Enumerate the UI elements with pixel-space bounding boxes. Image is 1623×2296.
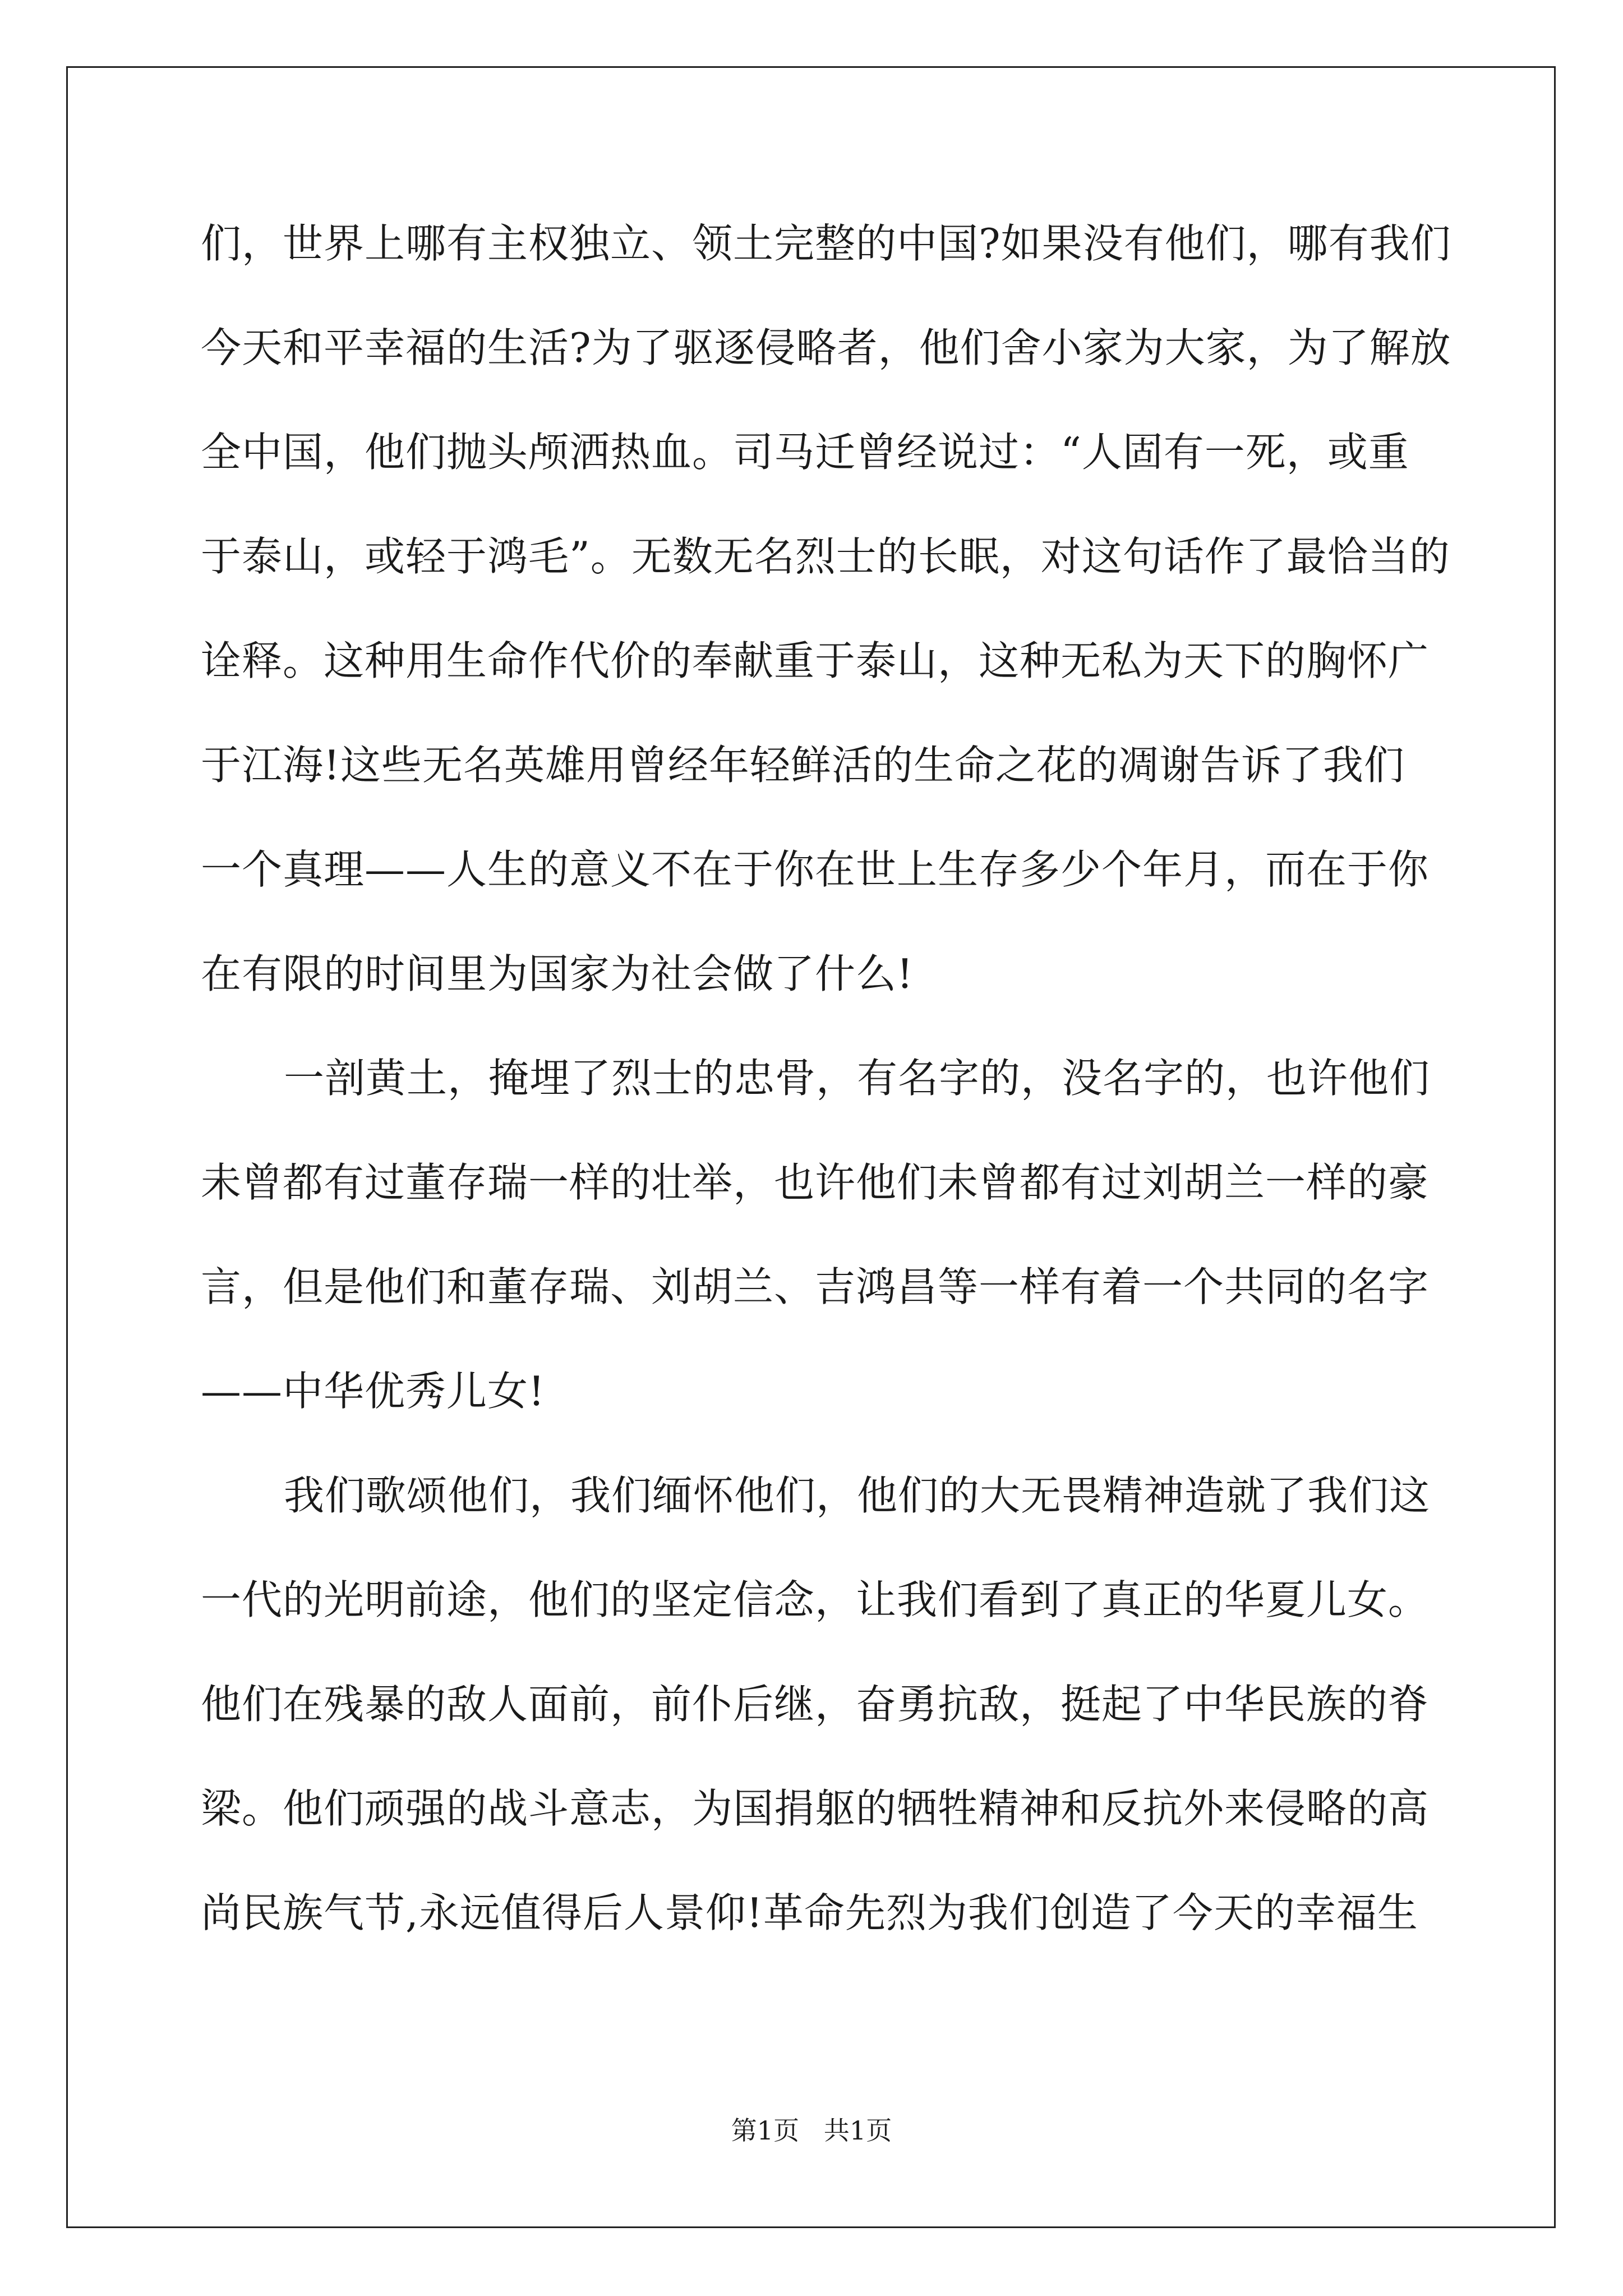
body-line-6: 于江海!这些无名英雄用曾经年轻鲜活的生命之花的凋谢告诉了我们 bbox=[201, 742, 1405, 789]
body-line-4: 于泰山，或轻于鸿毛”。无数无名烈士的长眠，对这句话作了最恰当的 bbox=[201, 533, 1450, 580]
paragraph-3-first-line: 我们歌颂他们，我们缅怀他们，他们的大无畏精神造就了我们这 bbox=[284, 1472, 1431, 1519]
body-line-16: 梁。他们顽强的战斗意志，为国捐躯的牺牲精神和反抗外来侵略的高 bbox=[201, 1785, 1430, 1832]
body-line-5: 诠释。这种用生命作代价的奉献重于泰山，这种无私为天下的胸怀广 bbox=[201, 637, 1430, 684]
body-line-15: 他们在残暴的敌人面前，前仆后继，奋勇抗敌，挺起了中华民族的脊 bbox=[201, 1681, 1430, 1728]
body-line-12: ——中华优秀儿女! bbox=[201, 1368, 545, 1415]
body-line-11: 言，但是他们和董存瑞、刘胡兰、吉鸿昌等一样有着一个共同的名字 bbox=[201, 1263, 1430, 1310]
body-line-8: 在有限的时间里为国家为社会做了什么! bbox=[201, 950, 914, 997]
body-line-10: 未曾都有过董存瑞一样的壮举，也许他们未曾都有过刘胡兰一样的豪 bbox=[201, 1159, 1430, 1206]
body-line-14: 一代的光明前途，他们的坚定信念，让我们看到了真正的华夏儿女。 bbox=[201, 1576, 1430, 1623]
body-line-2: 今天和平幸福的生活?为了驱逐侵略者，他们舍小家为大家，为了解放 bbox=[201, 324, 1451, 371]
body-line-1: 们，世界上哪有主权独立、领土完整的中国?如果没有他们，哪有我们 bbox=[201, 220, 1451, 267]
body-line-3: 全中国，他们抛头颅洒热血。司马迁曾经说过：“人固有一死，或重 bbox=[201, 429, 1409, 476]
paragraph-2-first-line: 一剖黄土，掩埋了烈士的忠骨，有名字的，没名字的，也许他们 bbox=[284, 1055, 1431, 1102]
body-line-17: 尚民族气节,永远值得后人景仰!革命先烈为我们创造了今天的幸福生 bbox=[201, 1889, 1418, 1936]
page-number-footer: 第1页 共1页 bbox=[731, 2115, 892, 2146]
body-line-7: 一个真理——人生的意义不在于你在世上生存多少个年月，而在于你 bbox=[201, 846, 1430, 893]
